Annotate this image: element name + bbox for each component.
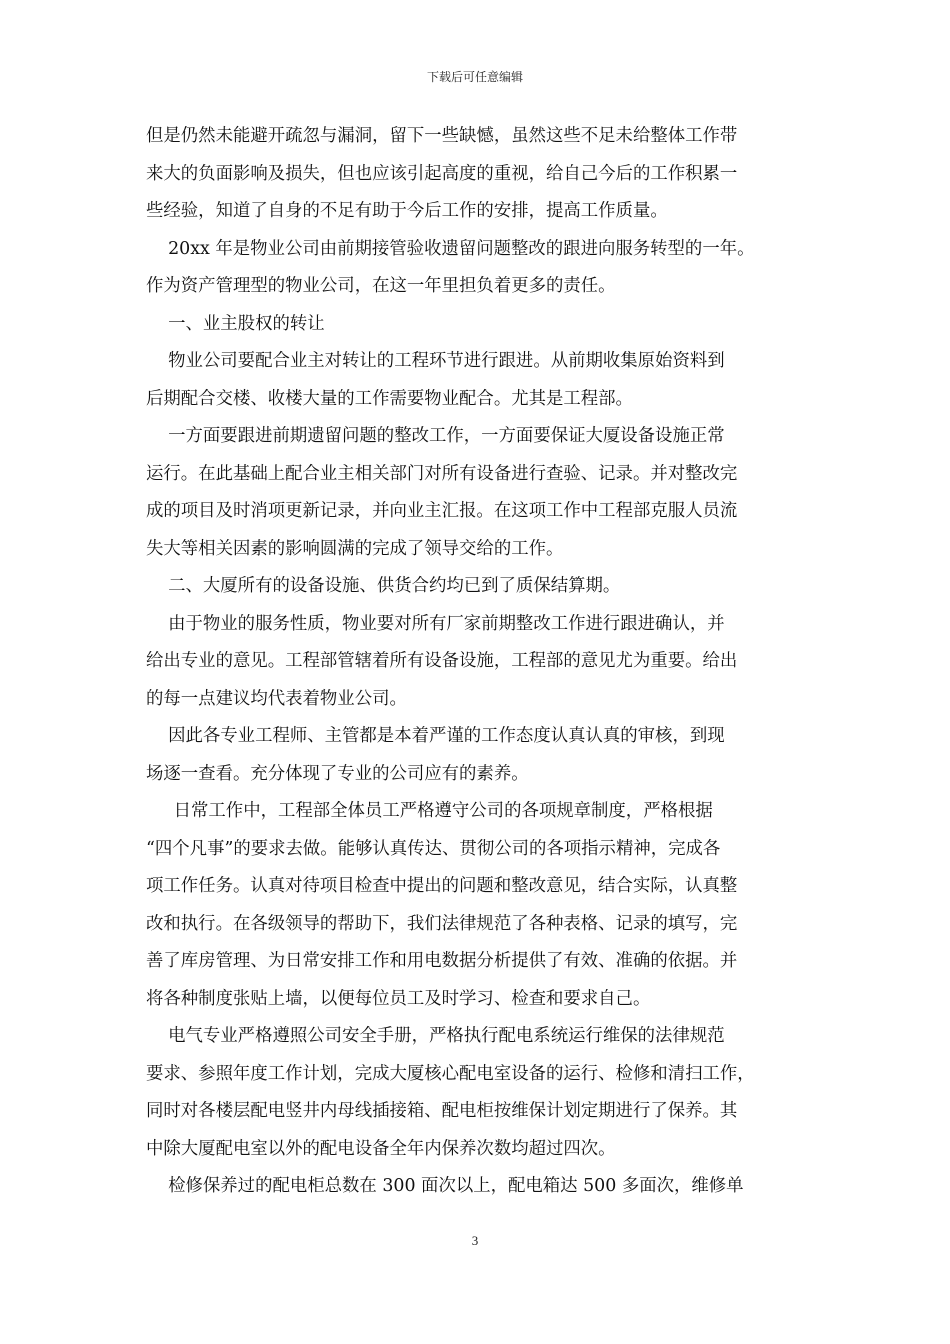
text-line: 将各种制度张贴上墙，以便每位员工及时学习、检查和要求自己。	[146, 988, 651, 1009]
text-line: 但是仍然未能避开疏忽与漏洞，留下一些缺憾，虽然这些不足未给整体工作带	[146, 126, 738, 146]
text-line: 因此各专业工程师、主管都是本着严谨的工作态度认真认真的审核，到现	[146, 726, 725, 746]
body-text	[146, 118, 814, 1206]
text-line: 一方面要跟进前期遗留问题的整改工作，一方面要保证大厦设备设施正常	[146, 426, 725, 446]
text-line: “四个凡事”的要求去做。能够认真传达、贯彻公司的各项指示精神，完成各	[146, 838, 721, 859]
text-line: 改和执行。在各级领导的帮助下，我们法律规范了各种表格、记录的填写，完	[146, 913, 738, 934]
text-line: 些经验，知道了自身的不足有助于今后工作的安排，提高工作质量。	[146, 201, 668, 221]
text-line: 善了库房管理、为日常安排工作和用电数据分析提供了有效、准确的依据。并	[146, 951, 738, 971]
text-line: 日常工作中，工程部全体员工严格遵守公司的各项规章制度，严格根据	[146, 801, 713, 821]
text-line: 运行。在此基础上配合业主相关部门对所有设备进行查验、记录。并对整改完	[146, 463, 738, 484]
page-number: 3	[471, 1233, 479, 1248]
text-line: 由于物业的服务性质，物业要对所有厂家前期整改工作进行跟进确认，并	[146, 613, 725, 634]
text-line: 给出专业的意见。工程部管辖着所有设备设施，工程部的意见尤为重要。给出	[146, 651, 738, 671]
text-line: 失大等相关因素的影响圆满的完成了领导交给的工作。	[146, 538, 564, 559]
text-line: 检修保养过的配电柜总数在 300 面次以上，配电箱达 500 多面次，维修单	[146, 1176, 744, 1196]
section-heading: 二、大厦所有的设备设施、供货合约均已到了质保结算期。	[146, 576, 621, 596]
text-line: 电气专业严格遵照公司安全手册，严格执行配电系统运行维保的法律规范	[146, 1026, 725, 1046]
text-line: 的每一点建议均代表着物业公司。	[146, 688, 407, 709]
text-line: 物业公司要配合业主对转让的工程环节进行跟进。从前期收集原始资料到	[146, 351, 725, 371]
text-line: 场逐一查看。充分体现了专业的公司应有的素养。	[146, 763, 529, 784]
text-line: 中除大厦配电室以外的配电设备全年内保养次数均超过四次。	[146, 1138, 616, 1159]
text-line: 来大的负面影响及损失，但也应该引起高度的重视，给自己今后的工作积累一	[146, 163, 738, 184]
text-line: 成的项目及时消项更新记录，并向业主汇报。在这项工作中工程部克服人员流	[146, 501, 738, 521]
section-heading: 一、业主股权的转让	[146, 313, 325, 334]
text-line: 同时对各楼层配电竖井内母线插接箱、配电柜按维保计划定期进行了保养。其	[146, 1101, 738, 1121]
text-line: 要求、参照年度工作计划，完成大厦核心配电室设备的运行、检修和清扫工作，	[146, 1063, 755, 1084]
text-line: 项工作任务。认真对待项目检查中提出的问题和整改意见，结合实际，认真整	[146, 876, 738, 896]
text-line: 20xx 年是物业公司由前期接管验收遗留问题整改的跟进向服务转型的一年。	[146, 238, 755, 259]
text-line: 作为资产管理型的物业公司，在这一年里担负着更多的责任。	[146, 276, 616, 296]
text-line: 后期配合交楼、收楼大量的工作需要物业配合。尤其是工程部。	[146, 388, 633, 409]
page-header: 下载后可任意编辑	[426, 70, 523, 84]
